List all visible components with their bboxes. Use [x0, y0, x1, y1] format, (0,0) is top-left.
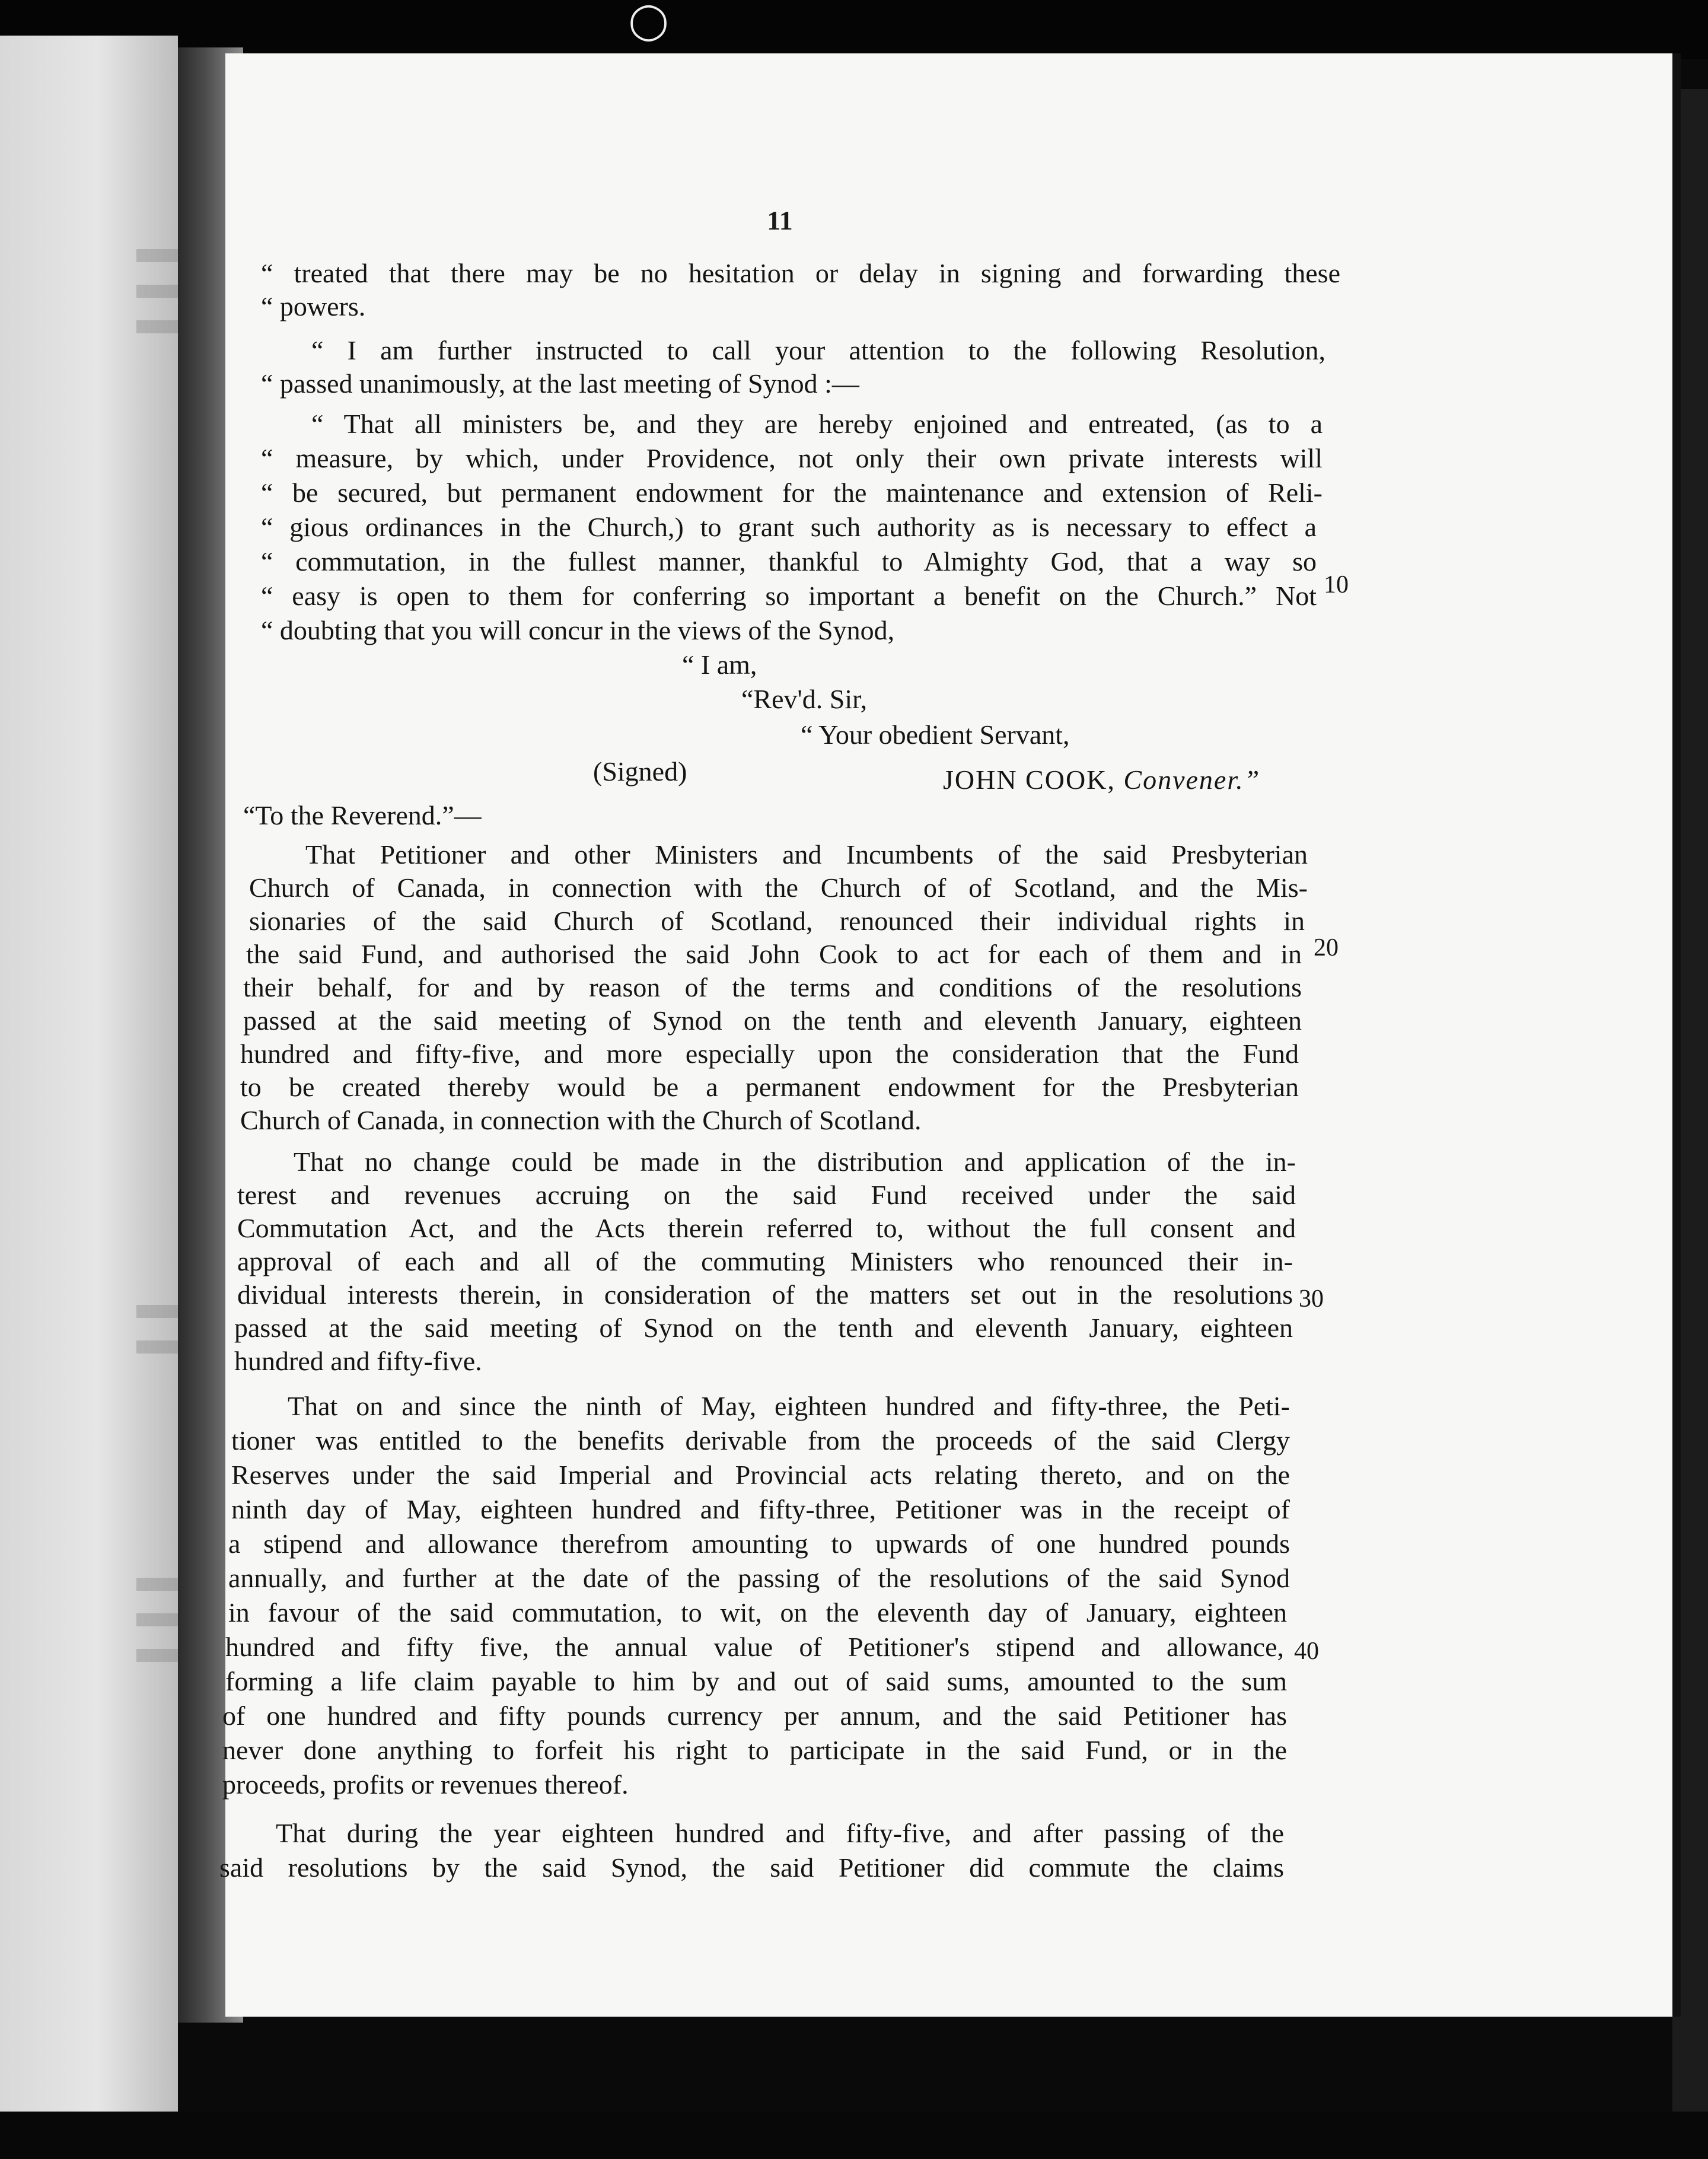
paragraph-line: tioner was entitled to the benefits derivable from the proceeds of the said Clergy [231, 1425, 1290, 1456]
paragraph-line: That on and since the ninth of May, eighteen hundred and fifty-three, the Peti- [288, 1391, 1290, 1421]
paragraph-line: of one hundred and fifty pounds currency per annum, and the said Petitioner has [222, 1701, 1287, 1731]
signatory-title: Convener.” [1123, 765, 1261, 795]
paragraph-line: passed at the said meeting of Synod on the tenth and eleventh January, eighteen [234, 1313, 1293, 1343]
addressee-line: “To the Reverend.”— [243, 800, 482, 830]
facing-page-text-fragment [136, 1305, 178, 1318]
closing-i-am: “ I am, [682, 649, 757, 680]
scan-top-border [0, 0, 1708, 59]
paragraph-line: approval of each and all of the commuting Ministers who renounced their in- [237, 1246, 1293, 1276]
paragraph-line: terest and revenues accruing on the said Fund received under the said [237, 1180, 1296, 1210]
paragraph-line: dividual interests therein, in consideration of the matters set out in the resolutions [237, 1279, 1293, 1310]
page-number: 11 [767, 205, 793, 235]
margin-line-number: 10 [1324, 571, 1349, 598]
letter-line: “ easy is open to them for conferring so important a benefit on the Church.” Not [261, 581, 1317, 611]
paragraph-line: hundred and fifty five, the annual value of Petitioner's stipend and allowance, [225, 1632, 1284, 1662]
signatory: JOHN COOK, [943, 765, 1116, 795]
margin-line-number: 40 [1294, 1638, 1319, 1665]
scan-blemish-mark: ◯ [629, 1, 669, 40]
paragraph-line: That Petitioner and other Ministers and Incumbents of the said Presbyterian [305, 839, 1308, 870]
paragraph-line: That during the year eighteen hundred and fifty-five, and after passing of the [276, 1818, 1284, 1848]
letter-line: “ be secured, but permanent endowment for the maintenance and extension of Reli- [261, 477, 1323, 508]
letter-line: “ commutation, in the fullest manner, thankful to Almighty God, that a way so [261, 546, 1317, 577]
paragraph-line: said resolutions by the said Synod, the said Petitioner did commute the claims [219, 1852, 1284, 1883]
paragraph-line: Commutation Act, and the Acts therein referred to, without the full consent and [237, 1213, 1296, 1243]
facing-page-text-fragment [136, 1578, 178, 1591]
letter-line: “ treated that there may be no hesitation or delay in signing and forwarding these [261, 258, 1340, 288]
paragraph-line: sionaries of the said Church of Scotland, renounced their individual rights in [249, 906, 1305, 936]
paragraph-line: Church of Canada, in connection with the Church of of Scotland, and the Mis- [249, 872, 1308, 903]
signed-label: (Signed) [593, 756, 687, 786]
letter-line: “ That all ministers be, and they are hereby enjoined and entreated, (as to a [311, 409, 1323, 439]
letter-line: “ doubting that you will concur in the views of the Synod, [261, 615, 895, 645]
letter-line: “ powers. [261, 291, 366, 321]
facing-page-text-fragment [136, 320, 178, 333]
paragraph-line: proceeds, profits or revenues thereof. [222, 1769, 629, 1800]
letter-line: “ I am further instructed to call your attention to the following Resolution, [311, 335, 1325, 365]
paragraph-line: the said Fund, and authorised the said John Cook to act for each of them and in [246, 939, 1302, 969]
paragraph-line: to be created thereby would be a permanent endowment for the Presbyterian [240, 1072, 1299, 1102]
facing-page-text-fragment [136, 1649, 178, 1662]
margin-line-number: 30 [1299, 1285, 1324, 1313]
facing-page-edge [0, 36, 178, 2135]
scan-bottom-border [0, 2112, 1708, 2159]
paragraph-line: forming a life claim payable to him by and out of said sums, amounted to the sum [225, 1666, 1287, 1696]
letter-line: “ gious ordinances in the Church,) to grant such authority as is necessary to effect a [261, 512, 1317, 542]
letter-line: “ passed unanimously, at the last meeting of Synod :— [261, 368, 859, 399]
facing-page-text-fragment [136, 249, 178, 262]
paragraph-line: ninth day of May, eighteen hundred and fifty-three, Petitioner was in the receipt of [231, 1494, 1290, 1524]
paragraph-line: hundred and fifty-five, and more especially upon the consideration that the Fund [240, 1039, 1299, 1069]
facing-page-text-fragment [136, 1613, 178, 1626]
signatory-name [943, 763, 1260, 797]
margin-line-number: 20 [1314, 934, 1339, 961]
letter-line: “ measure, by which, under Providence, not only their own private interests will [261, 443, 1323, 473]
paragraph-line: passed at the said meeting of Synod on the tenth and eleventh January, eighteen [243, 1005, 1302, 1036]
facing-page-text-fragment [136, 1340, 178, 1354]
closing-salutation: “Rev'd. Sir, [741, 684, 868, 714]
closing-servant: “ Your obedient Servant, [801, 719, 1070, 750]
paragraph-line: a stipend and allowance therefrom amounting to upwards of one hundred pounds [228, 1529, 1290, 1559]
paragraph-line: That no change could be made in the distribution and application of the in- [294, 1147, 1296, 1177]
paragraph-line: never done anything to forfeit his right to participate in the said Fund, or in the [222, 1735, 1287, 1765]
paragraph-line: Church of Canada, in connection with the Church of Scotland. [240, 1105, 922, 1135]
paragraph-line: their behalf, for and by reason of the terms and conditions of the resolutions [243, 972, 1302, 1002]
paragraph-line: annually, and further at the date of the passing of the resolutions of the said Synod [228, 1563, 1290, 1593]
paragraph-line: in favour of the said commutation, to wit, on the eleventh day of January, eighteen [228, 1597, 1287, 1628]
paragraph-line: hundred and fifty-five. [234, 1346, 482, 1376]
paragraph-line: Reserves under the said Imperial and Provincial acts relating thereto, and on the [231, 1460, 1290, 1490]
facing-page-text-fragment [136, 285, 178, 298]
